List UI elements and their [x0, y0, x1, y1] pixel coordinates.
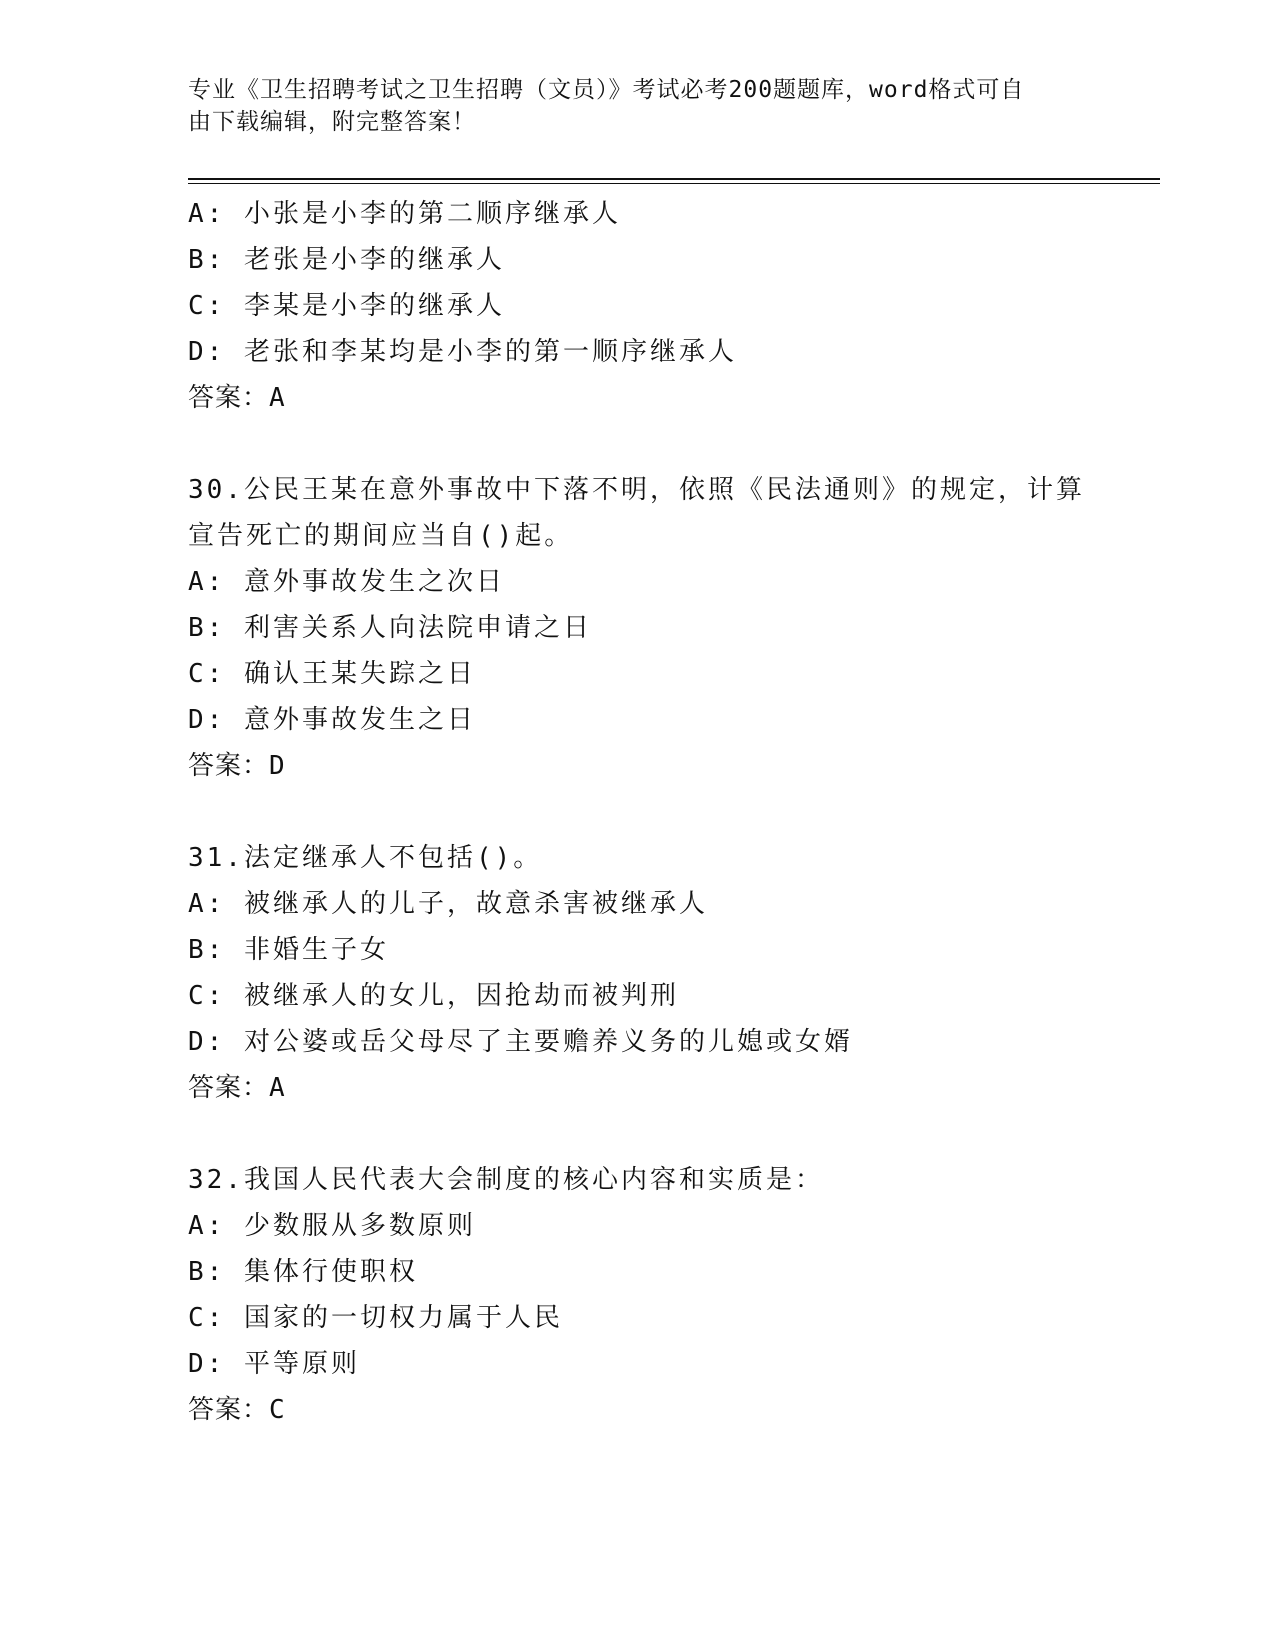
header-line-2: 由下载编辑，附完整答案！ — [188, 109, 476, 135]
option-c: C: 被继承人的女儿，因抢劫而被判刑 — [188, 981, 679, 1011]
question-text: 32.我国人民代表大会制度的核心内容和实质是： — [188, 1165, 824, 1195]
option-c: C: 李某是小李的继承人 — [188, 291, 505, 321]
option-b: B: 非婚生子女 — [188, 935, 389, 965]
option-a: A: 少数服从多数原则 — [188, 1211, 476, 1241]
option-a: A: 被继承人的儿子，故意杀害被继承人 — [188, 889, 708, 919]
option-b: B: 利害关系人向法院申请之日 — [188, 613, 592, 643]
question-text: 30.公民王某在意外事故中下落不明，依照《民法通则》的规定，计算 — [188, 475, 1085, 505]
option-a: A: 小张是小李的第二顺序继承人 — [188, 199, 621, 229]
document-header — [188, 74, 1088, 138]
answer: 答案：C — [188, 1395, 286, 1425]
header-line-1: 专业《卫生招聘考试之卫生招聘（文员）》考试必考200题题库，word格式可自 — [188, 77, 1025, 103]
option-b: B: 老张是小李的继承人 — [188, 245, 505, 275]
answer: 答案：D — [188, 751, 286, 781]
question-30 — [188, 467, 1128, 789]
option-b: B: 集体行使职权 — [188, 1257, 418, 1287]
option-a: A: 意外事故发生之次日 — [188, 567, 505, 597]
option-d: D: 意外事故发生之日 — [188, 705, 476, 735]
header-divider-thick — [188, 178, 1160, 180]
header-divider-thin — [188, 183, 1160, 184]
answer: 答案：A — [188, 1073, 286, 1103]
option-c: C: 国家的一切权力属于人民 — [188, 1303, 563, 1333]
question-list — [188, 191, 1128, 1433]
question-text: 31.法定继承人不包括()。 — [188, 843, 543, 873]
question-text-continued: 宣告死亡的期间应当自()起。 — [188, 521, 574, 551]
option-d: D: 对公婆或岳父母尽了主要赡养义务的儿媳或女婿 — [188, 1027, 853, 1057]
question-29-continued — [188, 191, 1128, 421]
question-32 — [188, 1157, 1128, 1433]
question-31 — [188, 835, 1128, 1111]
option-c: C: 确认王某失踪之日 — [188, 659, 476, 689]
option-d: D: 老张和李某均是小李的第一顺序继承人 — [188, 337, 737, 367]
answer: 答案：A — [188, 383, 286, 413]
option-d: D: 平等原则 — [188, 1349, 360, 1379]
